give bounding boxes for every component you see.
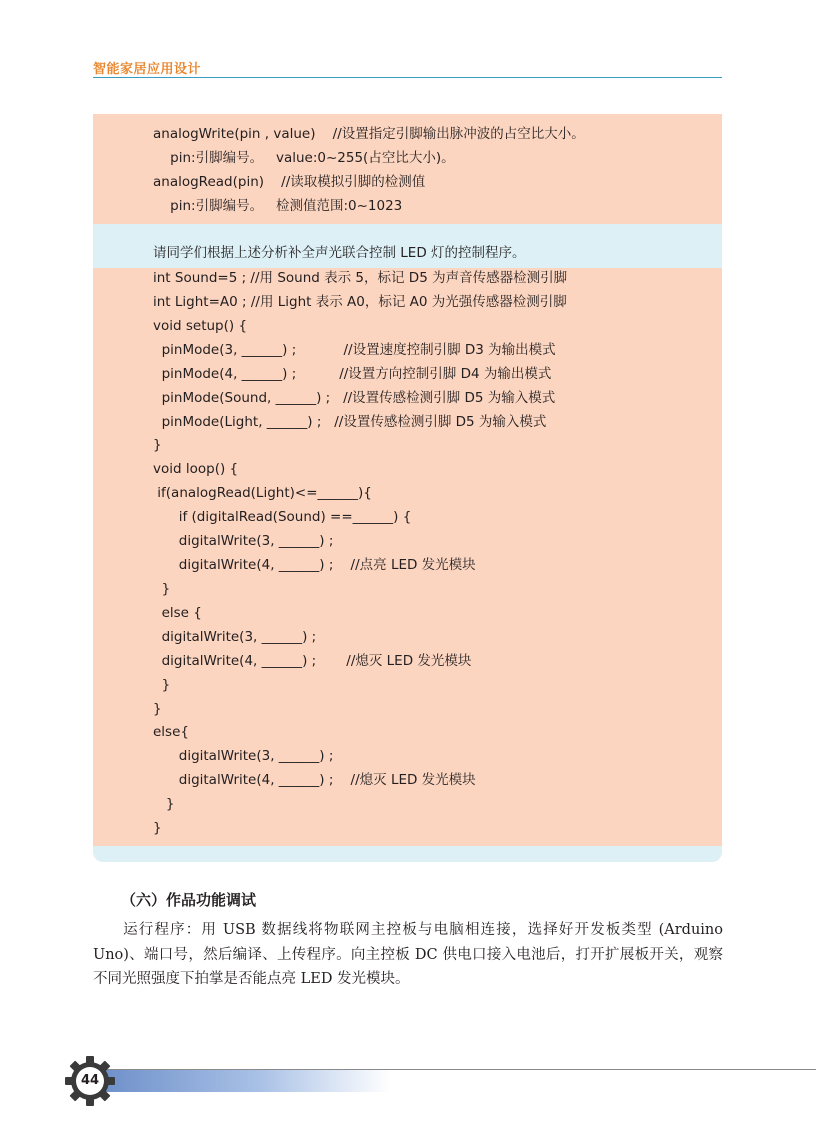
instruction-text: 请同学们根据上述分析补全声光联合控制 LED 灯的控制程序。	[153, 245, 526, 261]
footer-gradient-bar	[100, 1070, 390, 1092]
code-line: digitalWrite(3, ______) ;	[153, 629, 317, 645]
page-number: 44	[80, 1073, 100, 1088]
code-line: else {	[153, 605, 202, 621]
code-line: else{	[153, 724, 189, 740]
code-line: digitalWrite(4, ______) ; //熄灭 LED 发光模块	[153, 653, 472, 669]
code-line: pinMode(4, ______) ; //设置方向控制引脚 D4 为输出模式	[153, 366, 552, 382]
code-line: digitalWrite(3, ______) ;	[153, 748, 334, 764]
code-block-bottom-edge	[93, 846, 722, 862]
code-line: }	[153, 437, 162, 453]
code-line: }	[153, 796, 175, 812]
section-heading: （六）作品功能调试	[121, 891, 257, 909]
code-line: }	[153, 820, 162, 836]
header-rule	[93, 77, 722, 78]
code-line: if(analogRead(Light)<=______){	[153, 485, 372, 501]
code-line: pin:引脚编号。 value:0~255(占空比大小)。	[153, 150, 455, 166]
code-line: digitalWrite(4, ______) ; //熄灭 LED 发光模块	[153, 772, 476, 788]
code-line: pin:引脚编号。 检测值范围:0~1023	[153, 198, 403, 214]
code-line: digitalWrite(3, ______) ;	[153, 533, 334, 549]
body-paragraph-text: 运行程序：用 USB 数据线将物联网主控板与电脑相连接，选择好开发板类型 (Arduino Uno)、端口号，然后编译、上传程序。向主控板 DC 供电口接入电池后，打开扩展板开关，观察不同光照强度下拍掌是否能点亮 LED 发光模块。	[93, 922, 723, 987]
code-line: analogWrite(pin , value) //设置指定引脚输出脉冲波的占空比大小。	[153, 126, 585, 142]
code-line: digitalWrite(4, ______) ; //点亮 LED 发光模块	[153, 557, 476, 573]
code-line: pinMode(Light, ______) ; //设置传感检测引脚 D5 为输入模式	[153, 414, 547, 430]
code-line: void setup() {	[153, 318, 248, 334]
code-line: }	[153, 677, 171, 693]
code-line: }	[153, 581, 171, 597]
code-line: int Sound=5 ; //用 Sound 表示 5，标记 D5 为声音传感器检测引脚	[153, 270, 568, 286]
code-line: int Light=A0 ; //用 Light 表示 A0，标记 A0 为光强传感器检测引脚	[153, 294, 567, 310]
code-line: analogRead(pin) //读取模拟引脚的检测值	[153, 174, 426, 190]
code-line: pinMode(Sound, ______) ; //设置传感检测引脚 D5 为输入模式	[153, 390, 556, 406]
running-header: 智能家居应用设计	[93, 62, 202, 77]
body-paragraph	[93, 918, 723, 992]
code-line: }	[153, 701, 162, 717]
code-line: pinMode(3, ______) ; //设置速度控制引脚 D3 为输出模式	[153, 342, 556, 358]
code-line: void loop() {	[153, 461, 239, 477]
code-line: if (digitalRead(Sound) ==______) {	[153, 509, 412, 525]
